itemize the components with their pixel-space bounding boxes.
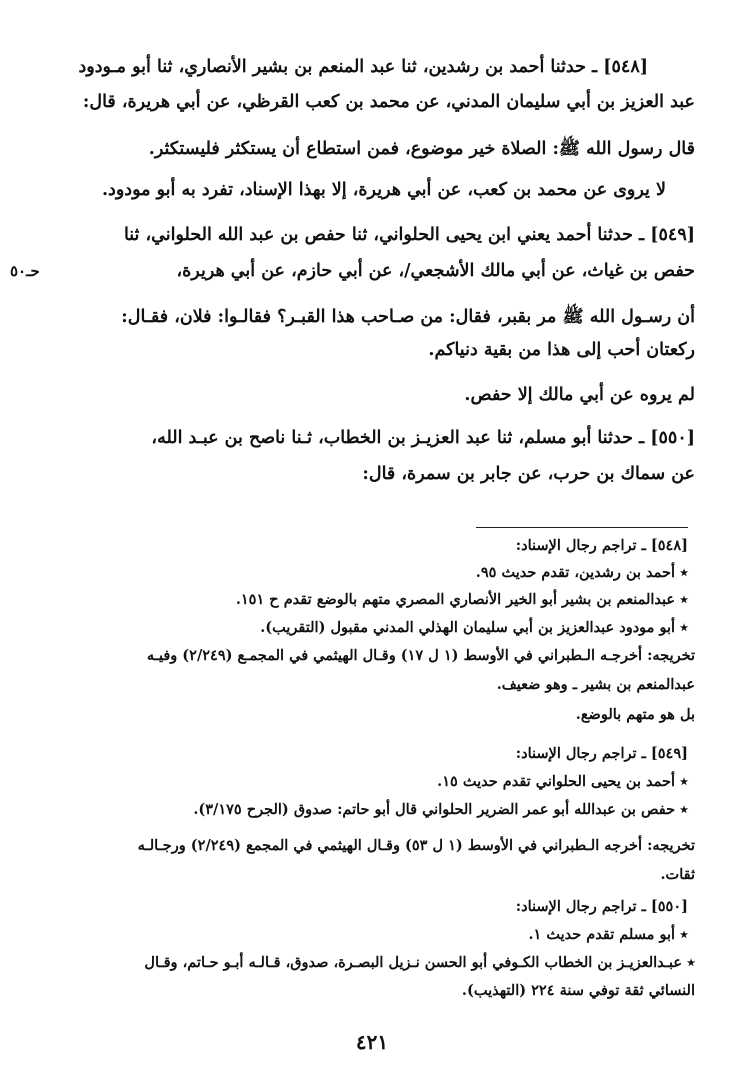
footnote-548-takhrij-3: بل هو متهم بالوضع. xyxy=(575,706,695,723)
hadith-549-line-1: [٥٤٩] ـ حدثنا أحمد يعني ابن يحيى الحلواني، ثنا حفص بن عبد الله الحلواني، ثنا xyxy=(123,225,695,245)
footnote-548-item-3: ٭ أبو مودود عبدالعزيز بن أبي سليمان الهذلي المدني مقبول (التقريب). xyxy=(260,619,688,636)
hadith-548-note: لا يروى عن محمد بن كعب، عن أبي هريرة، إلا بهذا الإسناد، تفرد به أبو مودود. xyxy=(101,180,666,200)
hadith-549-note: لم يروه عن أبي مالك إلا حفص. xyxy=(464,385,695,405)
footnote-550-item-1: ٭ أبو مسلم تقدم حديث ١. xyxy=(528,926,688,943)
hadith-550-line-2: عن سماك بن حرب، عن جابر بن سمرة، قال: xyxy=(362,464,695,484)
hadith-550-line-1: [٥٥٠] ـ حدثنا أبو مسلم، ثنا عبد العزيـز بن الخطاب، ثـنا ناصح بن عبـد الله، xyxy=(151,428,695,448)
footnote-549-item-1: ٭ أحمد بن يحيى الحلواني تقدم حديث ١٥. xyxy=(437,773,688,790)
hadith-548-line-1: [٥٤٨] ـ حدثنا أحمد بن رشدين، ثنا عبد المنعم بن بشير الأنصاري، ثنا أبو مـودود xyxy=(78,57,648,77)
hadith-548-line-2: عبد العزيز بن أبي سليمان المدني، عن محمد بن كعب القرظي، عن أبي هريرة، قال: xyxy=(82,92,695,112)
hadith-549-text-2: ركعتان أحب إلى هذا من بقية دنياكم. xyxy=(428,340,695,360)
footnote-549-takhrij-2: ثقات. xyxy=(660,866,695,883)
margin-note: حـ٥٠ xyxy=(10,262,40,280)
footnote-548-item-2: ٭ عبدالمنعم بن بشير أبو الخير الأنصاري المصري متهم بالوضع تقدم ح ١٥١. xyxy=(235,591,688,608)
footnote-548-takhrij-1: تخريجه: أخرجـه الـطبراني في الأوسط (١ ل ١٧) وقـال الهيثمي في المجمـع (٢/٢٤٩) وفيـه xyxy=(146,647,695,664)
footnote-550-item-2-line-2: النسائي ثقة توفي سنة ٢٢٤ (التهذيب). xyxy=(461,982,695,999)
hadith-549-text-1: أن رسـول الله ﷺ مر بقبر، فقال: من صـاحب هذا القبـر؟ فقالـوا: فلان، فقـال: xyxy=(121,307,695,327)
footnote-550-heading: [٥٥٠] ـ تراجم رجال الإسناد: xyxy=(515,898,688,915)
page-number: ٤٢١ xyxy=(355,1030,389,1054)
footnote-548-heading: [٥٤٨] ـ تراجم رجال الإسناد: xyxy=(515,537,688,554)
footnote-549-item-2: ٭ حفص بن عبدالله أبو عمر الضرير الحلواني قال أبو حاتم: صدوق (الجرح ٣/١٧٥). xyxy=(193,801,688,818)
footnote-549-heading: [٥٤٩] ـ تراجم رجال الإسناد: xyxy=(515,745,688,762)
footnote-divider xyxy=(476,527,688,528)
hadith-549-line-2: حفص بن غياث، عن أبي مالك الأشجعي/، عن أبي حازم، عن أبي هريرة، xyxy=(176,261,695,281)
footnote-548-takhrij-2: عبدالمنعم بن بشير ـ وهو ضعيف. xyxy=(496,676,695,693)
footnote-550-item-2-line-1: ٭ عبـدالعزيـز بن الخطاب الكـوفي أبو الحسن نـزيل البصـرة، صدوق، قـالـه أبـو حـاتم، وقـال xyxy=(144,954,695,971)
footnote-549-takhrij-1: تخريجه: أخرجه الـطبراني في الأوسط (١ ل ٥٣) وقـال الهيثمي في المجمع (٢/٢٤٩) ورجـالـه xyxy=(137,837,695,854)
footnote-548-item-1: ٭ أحمد بن رشدين، تقدم حديث ٩٥. xyxy=(475,564,688,581)
hadith-548-text: قال رسول الله ﷺ: الصلاة خير موضوع، فمن استطاع أن يستكثر فليستكثر. xyxy=(148,139,695,159)
